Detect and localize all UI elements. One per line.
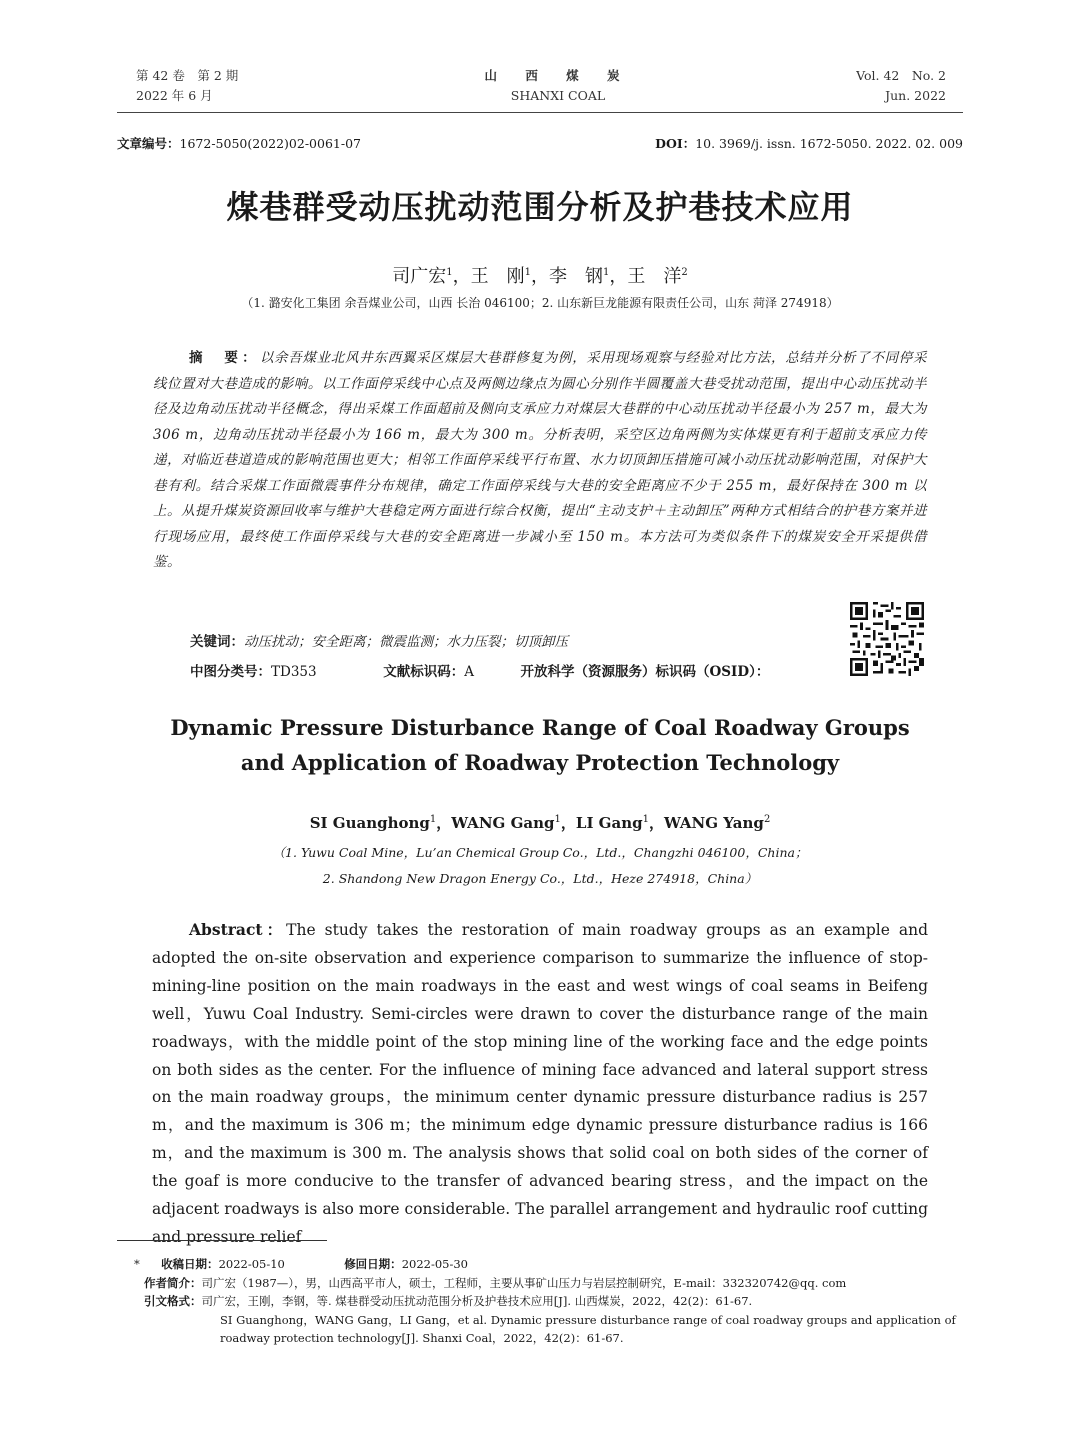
- journal-name-en: SHANXI COAL: [510, 88, 606, 103]
- keywords-cn-text: 动压扰动；安全距离；微震监测；水力压裂；切顶卸压: [244, 634, 568, 650]
- abstract-en-text: The study takes the restoration of main roadway groups as an example and adopted the on-site observation and experience comparison to summarize the influence of stop-mining-line position on the main roadways in the east and west wings of coal seams in Beifeng well，Yuwu Coal Industry. Semi-circles were drawn to cover the disturbance range of the main roadways，with the middle point of the stop mining line of the working face and the edge points on both sides as the center. For the influence of mining face advanced and lateral support stress on the main roadway groups，the minimum center dynamic pressure disturbance radius is 257 m，and the maximum is 306 m；the minimum edge dynamic pressure disturbance radius is 166 m，and the maximum is 300 m. The analysis shows that solid coal on both sides of the corner of the goaf is more conducive to the transfer of advanced bearing stress，and the impact on the adjacent roadways is also more considerable. The parallel arrangement and hydraulic roof cutting and pressure relief: [152, 921, 928, 1246]
- keywords-cn-label: 关键词：: [190, 634, 244, 650]
- osid-label: 开放科学（资源服务）标识码（OSID）：: [520, 664, 770, 680]
- abstract-cn: [153, 346, 927, 576]
- volume-issue-cn: 第 42 卷 第 2 期: [136, 68, 239, 83]
- abstract-en: [152, 916, 928, 1252]
- article-number-label: 文章编号：: [117, 136, 180, 151]
- doc-code-value: A: [464, 664, 474, 680]
- author-en: WANG Yang: [664, 814, 764, 832]
- title-en: [0, 710, 1080, 780]
- article-meta: [117, 135, 963, 153]
- abstract-cn-text: 以余吾煤业北风井东西翼采区煤层大巷群修复为例，采用现场观察与经验对比方法，总结并分析了不同停采线位置对大巷造成的影响。以工作面停采线中心点及两侧边缘点为圆心分别作半圆覆盖大巷受扰动范围，提出中心动压扰动半径及边角动压扰动半径概念，得出采煤工作面超前及侧向支承应力对煤层大巷群的中心动压扰动半径最小为 257 m，最大为 306 m，边角动压扰动半径最小为 166 m，最大为 300 m。分析表明，采空区边角两侧为实体煤更有利于超前支承应力传递，对临近巷道造成的影响范围也更大；相邻工作面停采线平行布置、水力切顶卸压措施可减小动压扰动影响范围，对保护大巷有利。结合采煤工作面微震事件分布规律，确定工作面停采线与大巷的安全距离应不少于 255 m，最好保持在 300 m 以上。从提升煤炭资源回收率与维护大巷稳定两方面进行综合权衡，提出“主动支护＋主动卸压”两种方式相结合的护巷方案并进行现场应用，最终使工作面停采线与大巷的安全距离进一步减小至 150 m。本方法可为类似条件下的煤炭安全开采提供借鉴。: [153, 350, 928, 570]
- doi-value: 10. 3969/j. issn. 1672-5050. 2022. 02. 009: [695, 136, 963, 151]
- doi: [655, 135, 963, 153]
- affiliation-cn: （1. 潞安化工集团 余吾煤业公司，山西 长治 046100；2. 山东新巨龙能源有限责任公司，山东 菏泽 274918）: [241, 296, 839, 310]
- clc-value: TD353: [271, 664, 317, 680]
- footnote-star: *: [134, 1257, 140, 1271]
- revised-date: 2022-05-30: [401, 1257, 468, 1271]
- footnote-dates: [134, 1255, 970, 1274]
- affiliation-en: [0, 840, 1080, 892]
- osid-qr-code[interactable]: [850, 602, 924, 676]
- author-info-label: 作者简介：: [144, 1275, 202, 1290]
- footnote-rule: [117, 1240, 327, 1241]
- abstract-cn-label: 摘 要：: [189, 350, 260, 366]
- header-rule: [117, 112, 963, 113]
- affiliation-en-line1: （1. Yuwu Coal Mine，Lu’an Chemical Group Co.，Ltd.，Changzhi 046100，China；: [272, 845, 808, 860]
- classification-line: [190, 660, 930, 684]
- article-number: [117, 136, 361, 151]
- volume-issue-en: Vol. 42 No. 2: [856, 68, 946, 83]
- date-en: Jun. 2022: [885, 88, 946, 103]
- author-info: 司广宏（1987—），男，山西高平市人，硕士，工程师，主要从事矿山压力与岩层控制研究，E-mail：332320742@qq. com: [201, 1275, 847, 1290]
- doc-code-label: 文献标识码：: [383, 664, 465, 680]
- author-cn: 王 洋: [627, 266, 682, 287]
- title-en-line1: Dynamic Pressure Disturbance Range of Coal Roadway Groups: [170, 715, 910, 740]
- title-cn: 煤巷群受动压扰动范围分析及护巷技术应用: [226, 188, 854, 226]
- clc-label: 中图分类号：: [190, 664, 271, 680]
- citation-cn: 司广宏，王刚，李钢，等. 煤巷群受动压扰动范围分析及护巷技术应用[J]. 山西煤炭，2022，42(2)：61-67.: [201, 1294, 753, 1308]
- footnote-author: [134, 1274, 970, 1293]
- author-cn: 李 钢: [549, 266, 603, 287]
- author-cn: 司广宏: [392, 266, 447, 287]
- date-cn: 2022 年 6 月: [136, 88, 213, 103]
- abstract-en-label: Abstract：: [189, 920, 287, 939]
- footnote-citation-en: [134, 1311, 970, 1348]
- author-en: SI Guanghong: [309, 814, 430, 832]
- footnotes: [134, 1255, 970, 1348]
- keywords-cn: [190, 630, 568, 654]
- authors-cn: 司广宏$^1$，王 刚$^1$，李 钢$^1$，王 洋$^2$: [392, 266, 688, 287]
- author-en: WANG Gang: [451, 814, 555, 832]
- running-head-right: [856, 66, 946, 106]
- received-date: 2022-05-10: [218, 1257, 285, 1271]
- authors-en: SI Guanghong$^1$，WANG Gang$^1$，LI Gang$^1$，WANG Yang$^2$: [309, 814, 771, 832]
- journal-name-cn: 山 西 煤 炭: [484, 68, 632, 83]
- author-en: LI Gang: [575, 814, 643, 832]
- doi-label: DOI：: [655, 136, 696, 151]
- footnote-citation: [134, 1292, 970, 1311]
- title-en-line2: and Application of Roadway Protection Technology: [240, 750, 840, 775]
- running-head: [0, 66, 1080, 110]
- author-cn: 王 刚: [470, 266, 525, 287]
- received-label: 收稿日期：: [161, 1257, 219, 1271]
- revised-label: 修回日期：: [344, 1257, 402, 1271]
- citation-label: 引文格式：: [144, 1294, 202, 1308]
- affiliation-en-line2: 2. Shandong New Dragon Energy Co.，Ltd.，Heze 274918，China）: [322, 871, 758, 886]
- article-number-value: 1672-5050(2022)02-0061-07: [179, 136, 361, 151]
- citation-en: SI Guanghong，WANG Gang，LI Gang，et al. Dynamic pressure disturbance range of coal roadway groups and application of roadway protection technology[J]. Shanxi Coal，2022，42(2)：61-67.: [220, 1312, 956, 1345]
